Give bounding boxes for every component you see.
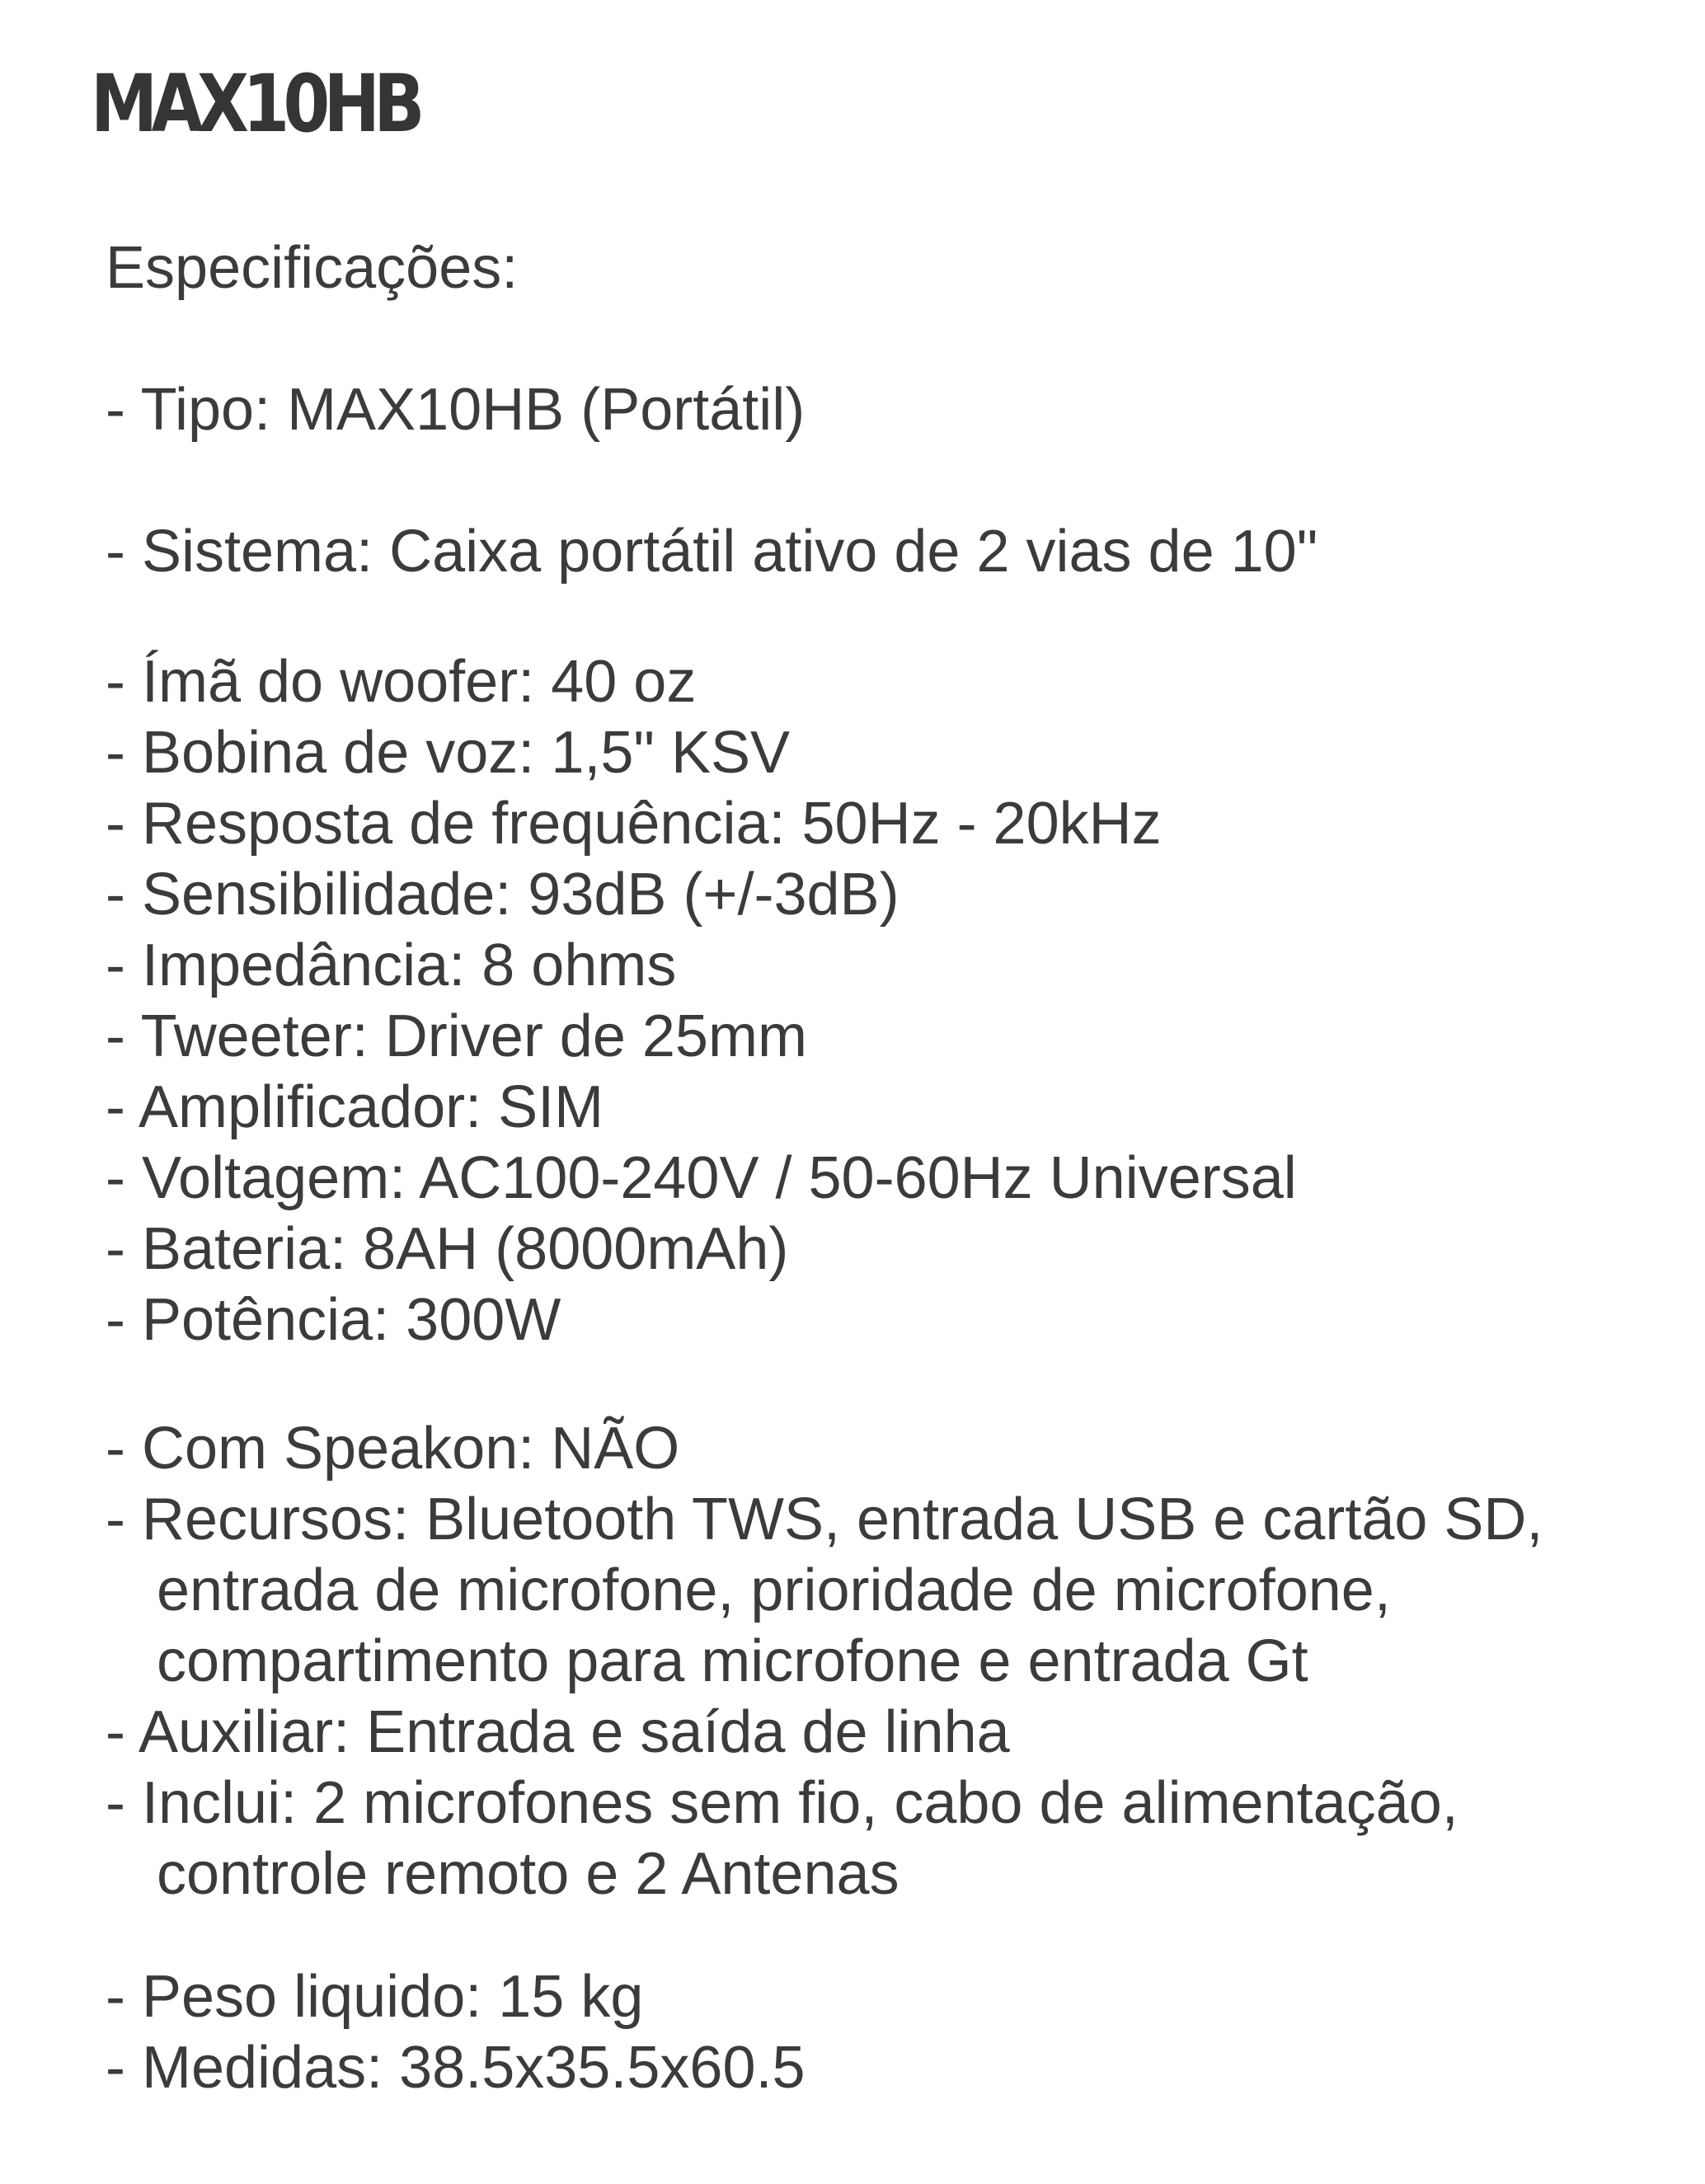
spec-group-sistema — [106, 516, 1318, 587]
spec-line-auxiliar: - Auxiliar: Entrada e saída de linha — [106, 1699, 1010, 1765]
spec-line-potencia: - Potência: 300W — [106, 1287, 561, 1353]
spec-line-sensibilidade: - Sensibilidade: 93dB (+/-3dB) — [106, 862, 899, 928]
spec-line-recursos: - Recursos: Bluetooth TWS, entrada USB e cartão SD, — [106, 1487, 1543, 1552]
spec-line-voltagem: - Voltagem: AC100-240V / 50-60Hz Universal — [106, 1145, 1297, 1211]
specs-heading: Especificações: — [106, 235, 519, 301]
spec-line-tipo: - Tipo: MAX10HB (Portátil) — [106, 377, 806, 443]
specs-heading-block — [106, 232, 518, 303]
spec-group-physical — [106, 1961, 806, 2103]
product-logo: MAX10HB — [91, 58, 419, 150]
spec-line-peso: - Peso liquido: 15 kg — [106, 1964, 644, 2030]
spec-line-tweeter: - Tweeter: Driver de 25mm — [106, 1003, 807, 1069]
spec-line-speakon: - Com Speakon: NÃO — [106, 1416, 680, 1482]
spec-line-recursos-cont-1: entrada de microfone, prioridade de microfone, — [157, 1557, 1391, 1623]
spec-line-medidas: - Medidas: 38.5x35.5x60.5 — [106, 2035, 806, 2101]
spec-group-tipo — [106, 374, 805, 445]
spec-line-bobina: - Bobina de voz: 1,5" KSV — [106, 720, 791, 786]
spec-line-recursos-cont-2: compartimento para microfone e entrada Gt — [157, 1628, 1308, 1694]
spec-line-bateria: - Bateria: 8AH (8000mAh) — [106, 1216, 789, 1282]
spec-line-inclui-cont: controle remoto e 2 Antenas — [157, 1841, 899, 1907]
spec-line-impedancia: - Impedância: 8 ohms — [106, 932, 677, 998]
spec-line-ima: - Ímã do woofer: 40 oz — [106, 649, 697, 715]
spec-line-resposta: - Resposta de frequência: 50Hz - 20kHz — [106, 791, 1162, 857]
spec-group-main — [106, 646, 1297, 1355]
spec-line-sistema: - Sistema: Caixa portátil ativo de 2 vias de 10" — [106, 519, 1318, 585]
spec-group-features — [106, 1413, 1543, 1909]
spec-line-amplificador: - Amplificador: SIM — [106, 1074, 604, 1140]
spec-line-inclui: - Inclui: 2 microfones sem fio, cabo de alimentação, — [106, 1770, 1458, 1836]
